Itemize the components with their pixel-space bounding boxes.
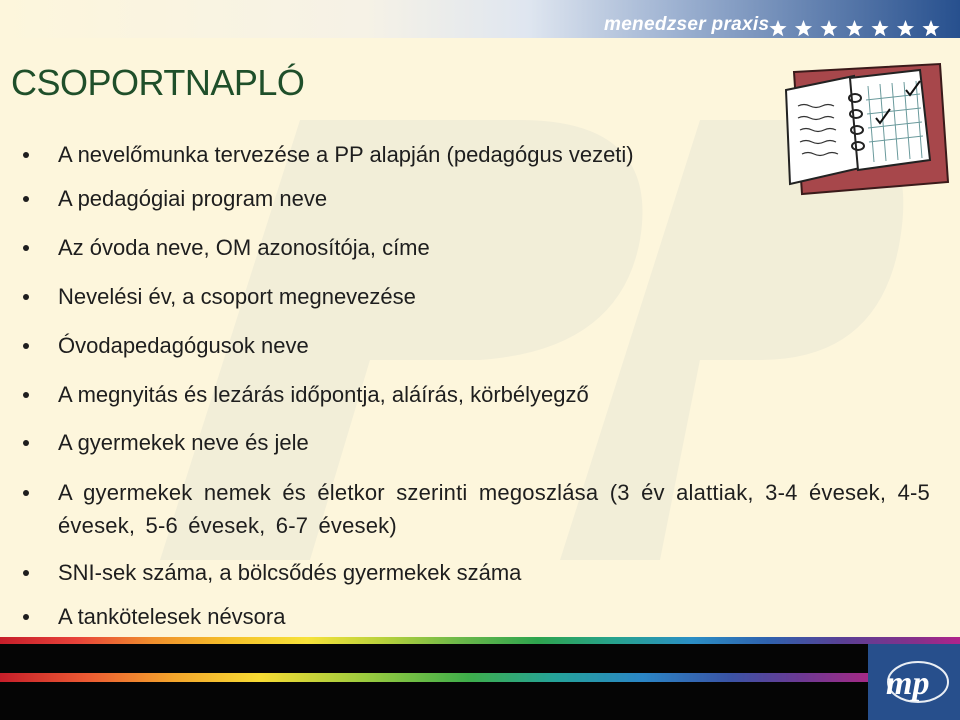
footer-black-bar-lower (0, 682, 868, 720)
list-item: Óvodapedagógusok neve (20, 329, 930, 362)
slide-title: CSOPORTNAPLÓ (11, 62, 305, 103)
rating-stars (768, 19, 948, 39)
mp-logo-icon (878, 654, 950, 710)
list-item: A tankötelesek névsora (20, 600, 930, 633)
star-icon (769, 20, 786, 36)
star-icon (820, 20, 837, 36)
star-icon (871, 20, 888, 36)
footer-color-stripe (0, 637, 960, 644)
star-icon (795, 20, 812, 36)
star-icon (897, 20, 914, 36)
list-item: A gyermekek neve és jele (20, 426, 930, 459)
list-item: A gyermekek nemek és életkor szerinti megoszlása (3 év alattiak, 3-4 évesek, 4-5 évesek, 5-6 évesek, 6-7 évesek) (20, 476, 930, 542)
header-banner (0, 0, 960, 38)
list-item: A nevelőmunka tervezése a PP alapján (pedagógus vezeti) (20, 138, 930, 171)
notebook-checklist-icon (780, 62, 950, 197)
brand-name: menedzser praxis (604, 14, 770, 35)
footer-logo (868, 644, 960, 720)
list-item: Az óvoda neve, OM azonosítója, címe (20, 231, 930, 264)
star-icon (846, 20, 863, 36)
list-item: Nevelési év, a csoport megnevezése (20, 280, 930, 313)
list-item: A pedagógiai program neve (20, 182, 930, 215)
star-icon (922, 20, 939, 36)
list-item: SNI-sek száma, a bölcsődés gyermekek száma (20, 556, 930, 589)
logo-text: mp (886, 665, 930, 702)
list-item: A megnyitás és lezárás időpontja, aláírás, körbélyegző (20, 378, 930, 411)
footer-color-stripe-lower (0, 673, 868, 682)
footer-black-bar (0, 644, 960, 673)
